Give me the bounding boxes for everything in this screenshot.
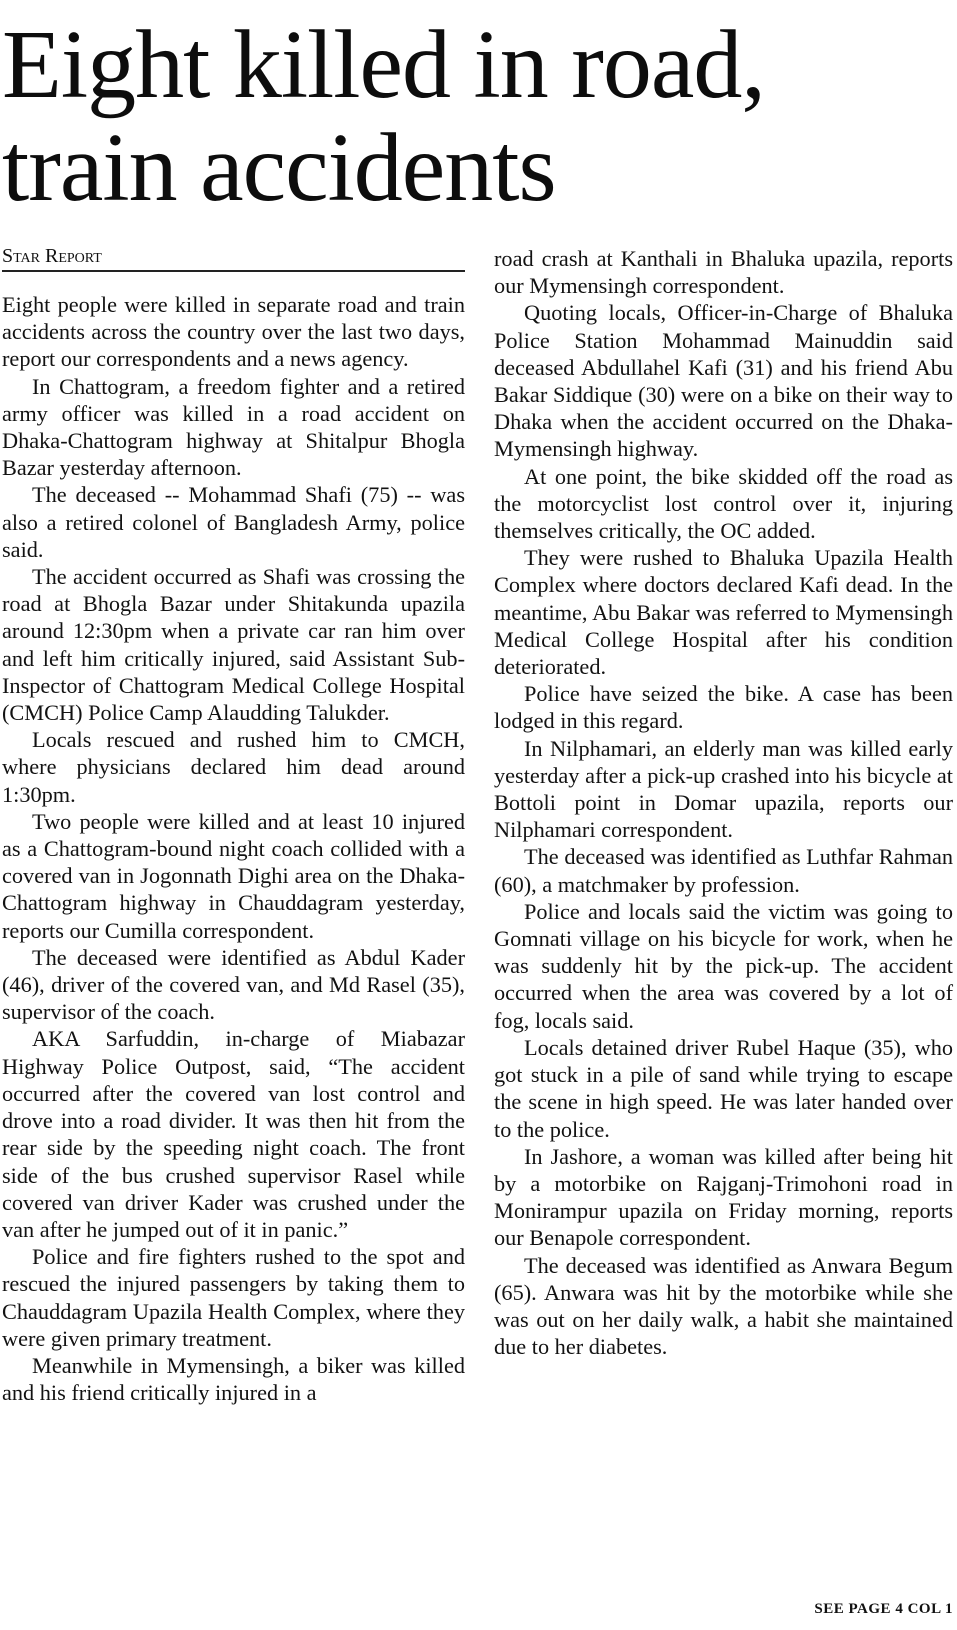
paragraph: Police have seized the bike. A case has been lodged in this regard. xyxy=(494,681,953,734)
paragraph: They were rushed to Bhaluka Upazila Health Complex where doctors declared Kafi dead. In the meantime, Abu Bakar was referred to Mymensingh Medical College Hospital after his condition deteriorated. xyxy=(494,545,953,680)
paragraph: Police and locals said the victim was going to Gomnati village on his bicycle for work, when he was suddenly hit by the pick-up. The accident occurred when the area was covered by a lot of fog, locals said. xyxy=(494,898,953,1033)
paragraph: At one point, the bike skidded off the road as the motorcyclist lost control over it, injuring themselves critically, the OC added. xyxy=(494,463,953,544)
continuation-jump-line: SEE PAGE 4 COL 1 xyxy=(814,1601,953,1617)
paragraph: road crash at Kanthali in Bhaluka upazila, reports our Mymensingh correspondent. xyxy=(494,246,953,299)
paragraph: Locals rescued and rushed him to CMCH, where physicians declared him dead around 1:30pm. xyxy=(2,727,465,807)
paragraph: The deceased was identified as Anwara Begum (65). Anwara was hit by the motorbike while she was out on her daily walk, a habit she maintained due to her diabetes. xyxy=(494,1252,953,1360)
article-column-right xyxy=(494,245,953,1360)
paragraph: Eight people were killed in separate road and train accidents across the country over the last two days, report our correspondents and a news agency. xyxy=(2,292,465,372)
paragraph: The deceased were identified as Abdul Kader (46), driver of the covered van, and Md Rasel (35), supervisor of the coach. xyxy=(2,944,465,1025)
paragraph: AKA Sarfuddin, in-charge of Miabazar Highway Police Outpost, said, “The accident occurred after the covered van lost control and drove into a road divider. It was then hit from the rear side by the speeding night coach. The front side of the bus crushed supervisor Rasel while covered van driver Kader was crushed under the van after he jumped out of it in panic.” xyxy=(2,1026,465,1242)
paragraph: The deceased was identified as Luthfar Rahman (60), a matchmaker by profession. xyxy=(494,844,953,897)
paragraph: In Chattogram, a freedom fighter and a retired army officer was killed in a road accident on Dhaka-Chattogram highway at Shitalpur Bhogla Bazar yesterday afternoon. xyxy=(2,373,465,481)
paragraph: Police and fire fighters rushed to the spot and rescued the injured passengers by taking them to Chauddagram Upazila Health Complex, where they were given primary treatment. xyxy=(2,1244,465,1351)
article-column-left xyxy=(2,291,465,1406)
paragraph: Quoting locals, Officer-in-Charge of Bhaluka Police Station Mohammad Mainuddin said deceased Abdullahel Kafi (31) and his friend Abu Bakar Siddique (30) were on a bike on their way to Dhaka when the accident occurred on the Dhaka-Mymensingh highway. xyxy=(494,300,953,462)
paragraph: In Jashore, a woman was killed after being hit by a motorbike on Rajganj-Trimohoni road in Monirampur upazila on Friday morning, reports our Benapole correspondent. xyxy=(494,1143,953,1251)
paragraph: The deceased -- Mohammad Shafi (75) -- was also a retired colonel of Bangladesh Army, police said. xyxy=(2,482,465,562)
paragraph: Two people were killed and at least 10 injured as a Chattogram-bound night coach collided with a covered van in Jogonnath Dighi area on the Dhaka-Chattogram highway in Chauddagram yesterday, reports our Cumilla correspondent. xyxy=(2,808,465,943)
headline-line-2: train accidents xyxy=(2,114,556,222)
paragraph: In Nilphamari, an elderly man was killed early yesterday after a pick-up crashed into his bicycle at Bottoli point in Domar upazila, reports our Nilphamari correspondent. xyxy=(494,735,953,843)
paragraph: The accident occurred as Shafi was crossing the road at Bhogla Bazar under Shitakunda upazila around 12:30pm when a private car ran him over and left him critically injured, said Assistant Sub-Inspector of Chattogram Medical College Hospital (CMCH) Police Camp Alaudding Talukder. xyxy=(2,564,465,726)
paragraph: Meanwhile in Mymensingh, a biker was killed and his friend critically injured in a xyxy=(2,1352,465,1406)
headline xyxy=(2,11,952,222)
byline: Star Report xyxy=(2,244,465,272)
headline-line-1: Eight killed in road, xyxy=(2,11,765,119)
paragraph: Locals detained driver Rubel Haque (35), who got stuck in a pile of sand while trying to escape the scene in high speed. He was later handed over to the police. xyxy=(494,1034,953,1142)
